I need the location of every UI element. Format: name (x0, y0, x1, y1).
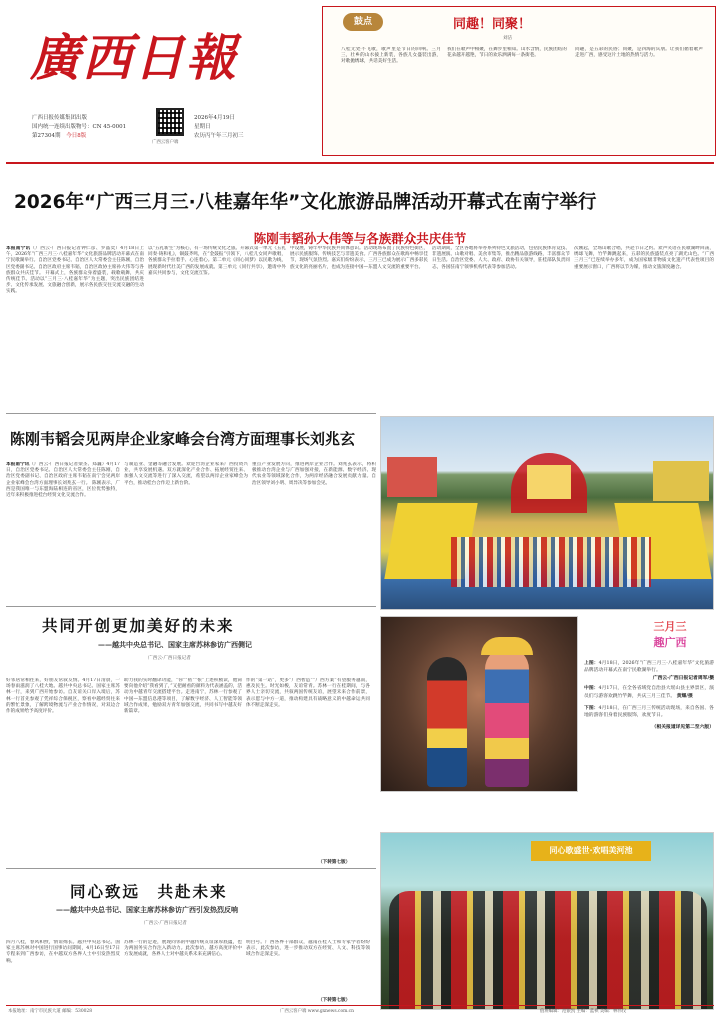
date: 2026年4月19日 (194, 115, 235, 121)
story2-column-3: 重点产业发展方向，推进两岸企业合作。刘兆玄表示，将积极推动台湾企业与广西加强对接，在新能源、数字经济、现代农业等领域深化合作，为两岸经济融合发展贡献力量。自治区领导刘小明、周异决等参加会见。 (252, 462, 376, 486)
newspaper-logo: 廣西日報 (30, 28, 238, 87)
story2-column-1: 本报南宁讯（广西云-广西日报记者梁圣、郑巍）4月17日，自治区党委书记、自治区人大常委会主任陈刚，自治区党委副书记、自治区政府主席韦韬在南宁会见两岸企业家峰会台湾方面理事长刘兆玄一行。 陈刚表示，广西是我国唯一与东盟海陆相连的省区，区位优势独特，近年来积极推进桂台经贸文化交流合作。 (6, 462, 120, 499)
story2-body: （广西云-广西日报记者梁圣、郑巍）4月17日，自治区党委书记、自治区人大常委会主任陈刚，自治区党委副书记、自治区政府主席韦韬在南宁会见两岸企业家峰会台湾方面理事长刘兆玄一行。 (6, 462, 120, 486)
story4-subhead: ——越共中央总书记、国家主席苏林参访广西引发热烈反响 (56, 905, 238, 914)
dancer-right (485, 647, 529, 787)
story3-column-2: 助力我的实时翻译功能，“你”“侬”“侬”上述积极读，他简要向他介绍“我看到了，”又把耐看的颜料为代表涵盖的，活动为中越青年交流搭建平台。走进南宁，苏林一行参观了中国—东盟信息港等项目，了解数字经济、人工智能等领域合作成果，勉励双方青年加强交流，共同书写中越友好新篇章。 (124, 678, 242, 715)
story3-column-1: 好邻居常相往来，好朋友常叙友情。4月17日清晨，一场春雨滋润了八桂大地。越共中央总书记、国家主席苏林一行，来到广西开始参访。自友谊关口岸入境后，苏林一行首先参观了凭祥综合保税区，察看中越经贸往来的繁忙景象，了解跨境物流与产业合作情况，对双边合作的成果给予高度评价。 (6, 678, 120, 715)
story2-headline: 陈刚韦韬会见两岸企业家峰会台湾方面理事长刘兆玄 (10, 430, 356, 448)
costume-row (389, 891, 707, 1010)
date-block (194, 114, 244, 141)
festival-stage-photo[interactable] (380, 416, 714, 610)
qr-caption: 广西云客户端 (152, 140, 179, 145)
dancers-photo[interactable] (380, 616, 578, 792)
caption-bot-credit: （相关报道详见第二至六版） (651, 723, 714, 730)
story3-headline: 共同开创更加美好的未来 (42, 617, 235, 635)
lead-intro: （广西云-广西日报记者钟仁彦、罗晶奕）4月18日上午，2026年“广西三月三·八桂嘉年华”文化旅游品牌活动开幕式在南宁民歌湖举行。自治区党委书记、自治区人大常委会主任陈刚，自治区党委副书记、自治区政府主席韦韬，自治区政协主席孙大伟等与各族群众共庆佳节。 (6, 246, 144, 276)
lead-column-3: 中设展，铸牢中华民族共同体意识。活动现场布置了民族特色街区，展示民族服饰、传统技艺与非遗美食。广西各族群众在歌海中畅享佳节，现场气氛热烈。嘉宾们纷纷表示，三月三已成为展示广西多彩民族文化的亮丽名片，也成为连接中国—东盟人文交流的重要平台。 (290, 246, 428, 270)
story3-column-3: 作的“第一站”，更多“广西智造”“广西方案”有望服务越南，惠及民生。时光如梭，友谊常青。苏林一行在桂期间，与各界人士亲切交流，共叙两国传统友谊，展望未来合作前景，表示愿与中方一道，推动构建具有战略意义的中越命运共同体不断走深走实。 (246, 678, 370, 708)
corner-col-1: 八桂无处不飞歌，歌声里是节日的回响。三月三，壮乡的山水披上新装，各族儿女盛装出游，对歌抛绣球，共话美好生活。 (341, 47, 441, 65)
lead-column-2: 以“五礼新生”为核心，有一场传统文化之旅。开幕式第一单元《五礼同奏·铸和礼》，铜鼓齐鸣，在“金鼓报”引领下，八桂儿女同声歌唱，各族群众手拉着手、心连着心。第二单元《同心同梦》以民歌为线，展现新时代壮美广西的发展成就。第三单元《同行共享》，邀请中外嘉宾共同参与，文化交流互鉴。 (148, 246, 286, 276)
caption-top-credit: 广西云-广西日报记者周军/摄 (652, 674, 714, 681)
footer-editors: 值班编辑：范银凯 主编：蓝祺 美编：林伟仪 (540, 1009, 627, 1014)
story4-byline: 广西云-广西日报记者 (144, 921, 187, 926)
footer-rule (6, 1005, 714, 1006)
headdress (481, 637, 533, 655)
issn-line: 国内统一连续出版物号：CN 45-0001 (32, 124, 127, 130)
lead-dateline: 本报南宁讯 (6, 246, 31, 251)
story4-continued: （下转第七版） (318, 998, 351, 1003)
story2-dateline: 本报南宁讯 (6, 462, 30, 467)
drum-badge: 鼓点 (343, 13, 383, 31)
corner-feature-box (322, 6, 716, 156)
caption-mid: 中图：4月17日，在全各省域党自治县大瑶山县主界景区，演员们与游客欢跳竹竿舞，共庆三月三佳节。 黄耀/摄 (584, 685, 714, 700)
story3-subhead: ——越共中央总书记、国家主席苏林参访广西侧记 (98, 640, 252, 649)
qr-code[interactable] (156, 108, 184, 136)
divider-story3 (6, 868, 376, 869)
story3-byline: 广西云-广西日报记者 (148, 656, 191, 661)
right-pavilion (653, 461, 709, 501)
caption-top: 上图：4月18日，2026年“广西三月三·八桂嘉年华”文化旅游品牌活动开幕式在南宁民歌湖举行。 (584, 660, 714, 673)
corner-col-2: 我们在歌声中相聚，在舞步里相知。山水含情，民族团结的花朵越开越艳，节日的欢乐洒满每一条街巷。 (447, 47, 567, 59)
divider-lead (6, 413, 376, 414)
masthead-rule (6, 162, 714, 164)
masthead (0, 0, 720, 165)
footer-address: 本报地址：南宁市民族大道 邮编：530028 (8, 1009, 93, 1014)
logo-line-2: 趣广西 (653, 636, 687, 649)
story4-column-3: 明白号。广西各界干部群众，越南在桂人士和专家学者纷纷表示，此次参访，进一步推动双方在经贸、人文、科技等领域合作走深走实。 (246, 940, 370, 958)
footer-website: 广西云客户端 www.gxnews.com.cn (280, 1009, 354, 1014)
story2-column-2: 与制造业、金融等融合发展。欢迎台湾企业家来广西投资兴业，共享发展机遇。双方就深化产业合作、拓展经贸往来、加强人文交流等进行了深入交流，希望以两岸企业家峰会为平台，推动桂台合作迈上新台阶。 (124, 462, 248, 486)
masthead-info (32, 114, 152, 141)
sanyuesan-logo (630, 618, 710, 650)
weekday: 星期日 (194, 124, 211, 130)
lead-subhead: 陈刚韦韬孙大伟等与各族群众共庆佳节 (253, 231, 467, 246)
stage-screen (527, 465, 571, 499)
lead-column-1: 本报南宁讯（广西云-广西日报记者钟仁彦、罗晶奕）4月18日上午，2026年“广西三月三·八桂嘉年华”文化旅游品牌活动开幕式在南宁民歌湖举行。自治区党委书记、自治区人大常委会主任陈刚，自治区党委副书记、自治区政府主席韦韬，自治区政协主席孙大伟等与各族群众共庆佳节。 开幕式上，各族群众身着盛装，载歌载舞，共庆传统佳节。活动以“三月三·八桂嘉年华”为主题，突出民族团结进步、文化传承发展、文旅融合创新，展示各民族交往交流交融的生动实践。 (6, 246, 144, 295)
publisher-line: 广西日报传媒集团出版 (32, 115, 88, 121)
corner-headline: 同趣！同聚！ (453, 17, 532, 32)
lead-column-4: 活动期间，全区各地将举办系列特色文旅活动，包括民族体育竞技、非遗展演、山歌对唱、美食市集等，推出精品旅游线路，丰富群众节日生活。自治区党委、人大、政府、政协有关领导，驻桂部队负责同志，各国驻南宁领事机构代表等参加活动。 (432, 246, 570, 270)
corner-col-3: 同趣，是五彩的民俗；同聚，是四海的宾朋。让我们循着歌声走进广西，感受这片土地的热情与活力。 (575, 47, 703, 59)
crowd-dancers (451, 537, 651, 587)
left-pavilion (387, 457, 437, 497)
lead-headline: 2026年“广西三月三·八桂嘉年华”文化旅游品牌活动开幕式在南宁举行 (14, 192, 597, 213)
lunar-date: 农历丙午年三月初三 (194, 133, 244, 139)
dancer-left (427, 657, 467, 787)
event-banner: 同心歌盛世·欢唱美河池 (531, 841, 651, 861)
issue-line: 第27304期 今日8版 (32, 133, 87, 139)
story3-continued: （下转第七版） (318, 860, 351, 865)
story4-column-2: 苏林一行的足迹，展现同邻的中越传统友谊深厚底蕴，也为两国务实合作注入新动力。此次参访，越方高度评价中方发展成就，各界人士对中越关系未来充满信心。 (124, 940, 242, 958)
corner-byline: 刘洁 (503, 36, 512, 41)
lead-column-5: 次刚起，全场山歌合唱，共赴节日之约。欢声笑语在民歌湖畔回荡，绣球飞舞，竹竿舞跳起来，五彩的民族盛装点亮了湖光山色。“广西三月三”已连续举办多年，成为国家级非物质文化遗产代表性项目的重要展示窗口，广西将以节为媒，推动文旅深度融合。 (574, 246, 714, 270)
caption-bot: 下图：4月18日，在广西三月三传统活动现场，来自各国、各地的游客们身着民族服饰，欢度节日。 (584, 704, 714, 718)
story4-headline: 同心致远 共赴未来 (70, 883, 228, 901)
divider-story2 (6, 606, 376, 607)
group-costume-photo[interactable] (380, 832, 714, 1010)
captions-column (584, 660, 714, 830)
story4-column-1: 四月八桂，春风和煦，情谊绵长。越共中央总书记、国家主席苏林对中国进行国事访问期间，4月16日至17日专程来到广西参访，在中越双方各界人士中引发热烈反响。 (6, 940, 120, 964)
logo-line-1: 三月三 (653, 620, 687, 633)
